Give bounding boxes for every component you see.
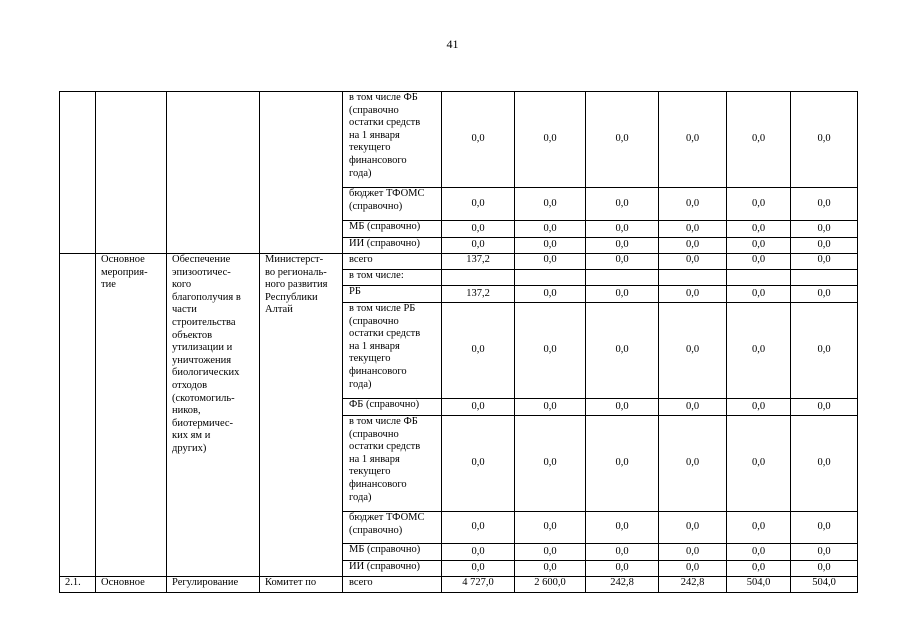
value-cell: 0,0 <box>727 238 791 254</box>
value-cell: 0,0 <box>442 544 515 561</box>
value-cell: 0,0 <box>515 221 586 238</box>
funding-source: ФБ (справочно) <box>343 399 442 416</box>
funding-source: бюджет ТФОМС (справочно) <box>343 188 442 221</box>
value-cell <box>727 270 791 286</box>
table-row <box>60 92 858 188</box>
value-cell: 0,0 <box>659 188 727 221</box>
executor-cell <box>260 92 343 254</box>
measure-name-cell <box>167 92 260 254</box>
value-cell: 0,0 <box>515 512 586 544</box>
value-cell: 0,0 <box>586 561 659 577</box>
value-cell: 0,0 <box>586 238 659 254</box>
executor-cell: Комитет по <box>260 577 343 593</box>
value-cell: 0,0 <box>659 416 727 512</box>
value-cell: 0,0 <box>586 512 659 544</box>
value-cell: 0,0 <box>586 221 659 238</box>
value-cell: 0,0 <box>659 303 727 399</box>
value-cell: 0,0 <box>727 416 791 512</box>
measure-type-cell: Основное <box>96 577 167 593</box>
measure-type-cell: Основное мероприя- тие <box>96 254 167 577</box>
value-cell: 0,0 <box>727 254 791 270</box>
value-cell <box>791 270 858 286</box>
value-cell: 242,8 <box>586 577 659 593</box>
value-cell: 0,0 <box>791 561 858 577</box>
value-cell: 504,0 <box>727 577 791 593</box>
value-cell: 0,0 <box>586 254 659 270</box>
value-cell: 0,0 <box>791 92 858 188</box>
value-cell: 0,0 <box>586 416 659 512</box>
value-cell: 137,2 <box>442 254 515 270</box>
value-cell <box>659 270 727 286</box>
value-cell: 0,0 <box>442 399 515 416</box>
funding-source: МБ (справочно) <box>343 544 442 561</box>
value-cell: 0,0 <box>515 238 586 254</box>
value-cell: 0,0 <box>727 399 791 416</box>
value-cell: 0,0 <box>727 544 791 561</box>
measure-name-cell: Обеспечение эпизоотичес- кого благополучия в части строительства объектов утилизации и уничтожения биологических отходов (скотомогиль- ников, биотермичес- ких ям и других) <box>167 254 260 577</box>
value-cell: 0,0 <box>659 221 727 238</box>
funding-source: в том числе РБ (справочно остатки средств на 1 января текущего финансового года) <box>343 303 442 399</box>
value-cell: 0,0 <box>791 286 858 303</box>
page-number: 41 <box>446 37 459 51</box>
value-cell: 0,0 <box>442 561 515 577</box>
funding-source: всего <box>343 254 442 270</box>
value-cell: 0,0 <box>586 188 659 221</box>
value-cell: 0,0 <box>515 303 586 399</box>
value-cell: 0,0 <box>727 92 791 188</box>
value-cell: 0,0 <box>791 221 858 238</box>
measure-type-cell <box>96 92 167 254</box>
funding-source: ИИ (справочно) <box>343 238 442 254</box>
value-cell: 0,0 <box>515 254 586 270</box>
value-cell: 0,0 <box>659 512 727 544</box>
value-cell: 4 727,0 <box>442 577 515 593</box>
value-cell: 0,0 <box>791 254 858 270</box>
value-cell: 242,8 <box>659 577 727 593</box>
budget-table <box>59 91 858 593</box>
value-cell: 0,0 <box>659 254 727 270</box>
value-cell: 0,0 <box>515 188 586 221</box>
funding-source: МБ (справочно) <box>343 221 442 238</box>
value-cell: 0,0 <box>791 512 858 544</box>
value-cell: 0,0 <box>791 544 858 561</box>
value-cell: 0,0 <box>442 188 515 221</box>
value-cell: 0,0 <box>515 416 586 512</box>
value-cell: 0,0 <box>586 399 659 416</box>
value-cell: 0,0 <box>586 286 659 303</box>
value-cell: 0,0 <box>442 238 515 254</box>
row-number-cell <box>60 254 96 577</box>
value-cell: 0,0 <box>727 188 791 221</box>
value-cell: 504,0 <box>791 577 858 593</box>
value-cell: 0,0 <box>659 286 727 303</box>
table-row <box>60 577 858 593</box>
value-cell: 0,0 <box>727 286 791 303</box>
row-number-cell <box>60 92 96 254</box>
value-cell: 0,0 <box>791 303 858 399</box>
table-row <box>60 254 858 270</box>
value-cell: 0,0 <box>515 544 586 561</box>
value-cell: 0,0 <box>659 544 727 561</box>
value-cell: 0,0 <box>515 561 586 577</box>
value-cell: 0,0 <box>515 286 586 303</box>
value-cell: 0,0 <box>791 399 858 416</box>
value-cell: 0,0 <box>442 303 515 399</box>
funding-source: в том числе: <box>343 270 442 286</box>
value-cell: 0,0 <box>659 561 727 577</box>
executor-cell: Министерст- во региональ- ного развития Республики Алтай <box>260 254 343 577</box>
value-cell <box>442 270 515 286</box>
value-cell: 0,0 <box>586 303 659 399</box>
value-cell <box>586 270 659 286</box>
value-cell: 0,0 <box>659 92 727 188</box>
value-cell: 0,0 <box>659 399 727 416</box>
funding-source: бюджет ТФОМС (справочно) <box>343 512 442 544</box>
funding-source: всего <box>343 577 442 593</box>
value-cell: 0,0 <box>442 221 515 238</box>
value-cell: 0,0 <box>727 221 791 238</box>
value-cell: 0,0 <box>515 399 586 416</box>
value-cell: 137,2 <box>442 286 515 303</box>
value-cell: 0,0 <box>727 561 791 577</box>
value-cell: 0,0 <box>791 188 858 221</box>
value-cell: 0,0 <box>727 303 791 399</box>
value-cell: 0,0 <box>442 512 515 544</box>
value-cell: 0,0 <box>659 238 727 254</box>
measure-name-cell: Регулирование <box>167 577 260 593</box>
value-cell: 0,0 <box>791 238 858 254</box>
value-cell: 0,0 <box>791 416 858 512</box>
value-cell: 0,0 <box>515 92 586 188</box>
funding-source: РБ <box>343 286 442 303</box>
row-number-cell: 2.1. <box>60 577 96 593</box>
value-cell: 0,0 <box>442 92 515 188</box>
value-cell: 0,0 <box>727 512 791 544</box>
funding-source: в том числе ФБ (справочно остатки средств на 1 января текущего финансового года) <box>343 416 442 512</box>
funding-source: в том числе ФБ (справочно остатки средств на 1 января текущего финансового года) <box>343 92 442 188</box>
value-cell <box>515 270 586 286</box>
funding-source: ИИ (справочно) <box>343 561 442 577</box>
value-cell: 2 600,0 <box>515 577 586 593</box>
value-cell: 0,0 <box>586 544 659 561</box>
value-cell: 0,0 <box>442 416 515 512</box>
value-cell: 0,0 <box>586 92 659 188</box>
